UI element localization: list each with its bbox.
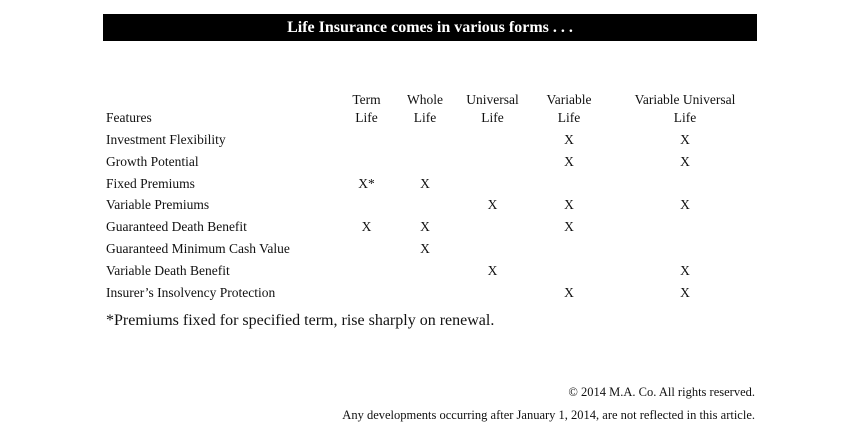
feature-check-cell bbox=[396, 151, 454, 173]
column-header-line: Life bbox=[673, 110, 697, 125]
column-header-line: Variable bbox=[546, 92, 592, 107]
table-row bbox=[103, 260, 763, 282]
column-header-line: Life bbox=[355, 110, 378, 125]
column-header bbox=[454, 87, 531, 129]
table-row bbox=[103, 151, 763, 173]
page-title: Life Insurance comes in various forms . . . bbox=[287, 19, 573, 36]
feature-check-cell: X bbox=[680, 197, 690, 213]
feature-check-cell bbox=[337, 194, 396, 216]
column-header bbox=[337, 87, 396, 129]
feature-check-cell: X bbox=[420, 240, 430, 256]
feature-name-cell: Growth Potential bbox=[106, 153, 199, 169]
feature-check-cell: X bbox=[361, 219, 372, 235]
column-header-line: Term bbox=[352, 92, 381, 107]
table-row bbox=[103, 238, 763, 260]
column-header-line: Life bbox=[481, 110, 504, 125]
table-row bbox=[103, 173, 763, 195]
column-header bbox=[531, 87, 607, 129]
column-header bbox=[607, 87, 763, 129]
feature-check-cell: X bbox=[564, 219, 574, 235]
feature-check-cell: X bbox=[564, 284, 574, 300]
feature-name-cell: Variable Premiums bbox=[106, 197, 210, 213]
feature-check-cell bbox=[454, 238, 531, 260]
feature-check-cell bbox=[454, 129, 531, 151]
feature-check-cell bbox=[531, 238, 607, 260]
feature-check-cell: X bbox=[487, 197, 498, 213]
feature-check-cell bbox=[454, 173, 531, 195]
table-row bbox=[103, 129, 763, 151]
column-header-line: Variable Universal bbox=[634, 92, 736, 107]
feature-check-cell bbox=[531, 173, 607, 195]
table-row bbox=[103, 216, 763, 238]
feature-check-cell bbox=[396, 260, 454, 282]
feature-name-cell: Insurer’s Insolvency Protection bbox=[106, 284, 276, 300]
feature-check-cell bbox=[337, 238, 396, 260]
feature-check-cell: X bbox=[487, 262, 498, 278]
feature-check-cell bbox=[454, 282, 531, 304]
feature-check-cell: X bbox=[680, 153, 690, 169]
column-header-features bbox=[103, 87, 337, 129]
feature-check-cell: X bbox=[680, 262, 690, 278]
feature-check-cell bbox=[337, 282, 396, 304]
feature-check-cell bbox=[337, 151, 396, 173]
copyright-notice: © 2014 M.A. Co. All rights reserved. bbox=[568, 385, 755, 399]
feature-check-cell bbox=[607, 238, 763, 260]
column-header-line: Whole bbox=[407, 92, 443, 107]
feature-check-cell: X bbox=[564, 153, 574, 169]
table-row bbox=[103, 194, 763, 216]
feature-check-cell: X bbox=[564, 197, 574, 213]
features-table bbox=[103, 87, 763, 303]
feature-check-cell bbox=[337, 260, 396, 282]
feature-check-cell bbox=[396, 129, 454, 151]
feature-check-cell bbox=[531, 260, 607, 282]
column-header-line: Life bbox=[413, 110, 437, 125]
feature-check-cell: X bbox=[680, 132, 690, 147]
feature-check-cell bbox=[396, 194, 454, 216]
footnote: *Premiums fixed for specified term, rise sharply on renewal. bbox=[106, 312, 495, 329]
feature-check-cell bbox=[454, 151, 531, 173]
column-header-line: Universal bbox=[466, 92, 519, 107]
feature-check-cell: X bbox=[564, 132, 574, 147]
feature-name-cell: Guaranteed Death Benefit bbox=[106, 219, 247, 235]
feature-name-cell: Investment Flexibility bbox=[106, 132, 226, 147]
feature-check-cell: X bbox=[680, 284, 690, 300]
feature-check-cell bbox=[607, 173, 763, 195]
column-header-line: Life bbox=[557, 110, 581, 125]
feature-check-cell bbox=[607, 216, 763, 238]
column-header bbox=[396, 87, 454, 129]
feature-check-cell: X* bbox=[358, 175, 375, 191]
feature-name-cell: Guaranteed Minimum Cash Value bbox=[106, 240, 290, 256]
table-row bbox=[103, 282, 763, 304]
feature-name-cell: Fixed Premiums bbox=[106, 175, 195, 191]
feature-check-cell bbox=[396, 282, 454, 304]
header-row bbox=[103, 87, 763, 129]
feature-check-cell: X bbox=[420, 219, 430, 235]
feature-check-cell: X bbox=[420, 175, 430, 191]
disclaimer-notice: Any developments occurring after January 1, 2014, are not reflected in this article. bbox=[342, 408, 755, 422]
feature-name-cell: Variable Death Benefit bbox=[106, 262, 230, 278]
table-body bbox=[103, 129, 763, 303]
feature-check-cell bbox=[337, 129, 396, 151]
column-header-line: Features bbox=[106, 110, 152, 125]
feature-check-cell bbox=[454, 216, 531, 238]
title-banner bbox=[103, 14, 757, 41]
